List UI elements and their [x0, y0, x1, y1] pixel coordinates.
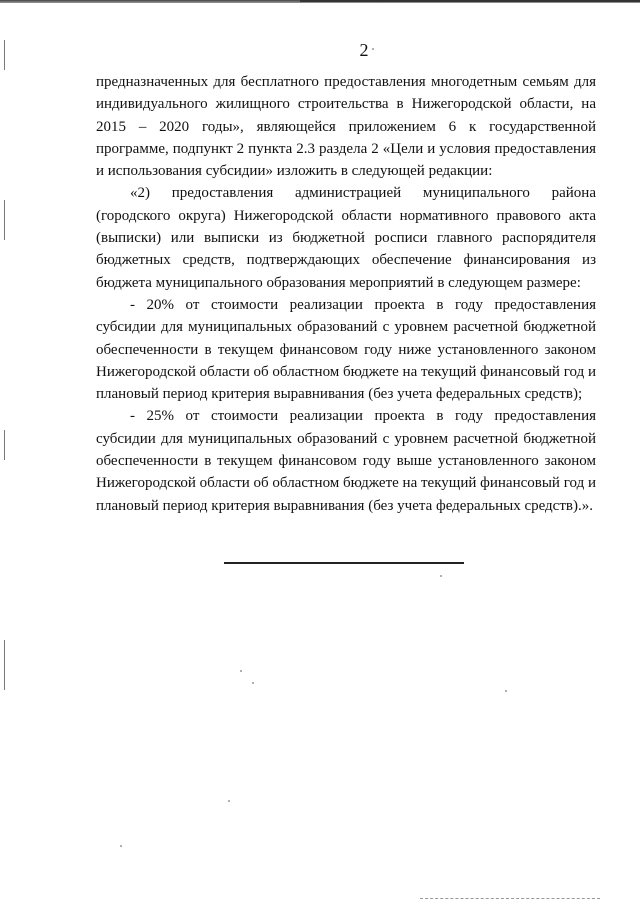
scan-margin-mark	[4, 430, 5, 460]
document-body	[96, 71, 596, 517]
scan-margin-mark	[4, 40, 5, 70]
page-number: 2	[359, 40, 369, 60]
paragraph-item-2: «2) предоставления администрацией муниципального района (городского округа) Нижегородской области нормативного правового акта (выписки) или выписки из бюджетной росписи главного распорядителя бюджетных средств, подтверждающих обеспечение финансирования из бюджета муниципального образования мероприятий в следующем размере:	[96, 185, 596, 291]
closing-rule	[224, 562, 464, 564]
paragraph-25-percent: - 25% от стоимости реализации проекта в году предоставления субсидии для муниципальных образований с уровнем расчетной бюджетной обеспеченности в текущем финансовом году выше установленного законом Нижегородской области об областном бюджете на текущий финансовый год и плановый период критерия выравнивания (без учета федеральных средств).».	[96, 408, 596, 514]
scan-speck	[240, 670, 242, 672]
scan-speck	[228, 800, 230, 802]
paragraph-20-percent: - 20% от стоимости реализации проекта в году предоставления субсидии для муниципальных образований с уровнем расчетной бюджетной обеспеченности в текущем финансовом году ниже установленного законом Нижегородской области об областном бюджете на текущий финансовый год и плановый период критерия выравнивания (без учета федеральных средств);	[96, 296, 596, 403]
scan-margin-mark	[4, 640, 5, 690]
scan-speck	[505, 690, 507, 692]
paragraph-continuation: предназначенных для бесплатного предоставления многодетным семьям для индивидуального жилищного строительства в Нижегородской области, на 2015 – 2020 годы», являющейся приложением 6 к государственной программе, подпункт 2 пункта 2.3 раздела 2 «Цели и условия предоставления и использования субсидии» изложить в следующей редакции:	[96, 74, 596, 180]
page-top-edge-line	[300, 0, 640, 2]
scan-speck	[372, 48, 374, 50]
scan-speck	[440, 575, 442, 577]
scan-speck	[120, 845, 122, 847]
scan-speck	[252, 682, 254, 684]
scan-margin-mark	[4, 200, 5, 240]
page-bottom-edge	[420, 898, 600, 899]
